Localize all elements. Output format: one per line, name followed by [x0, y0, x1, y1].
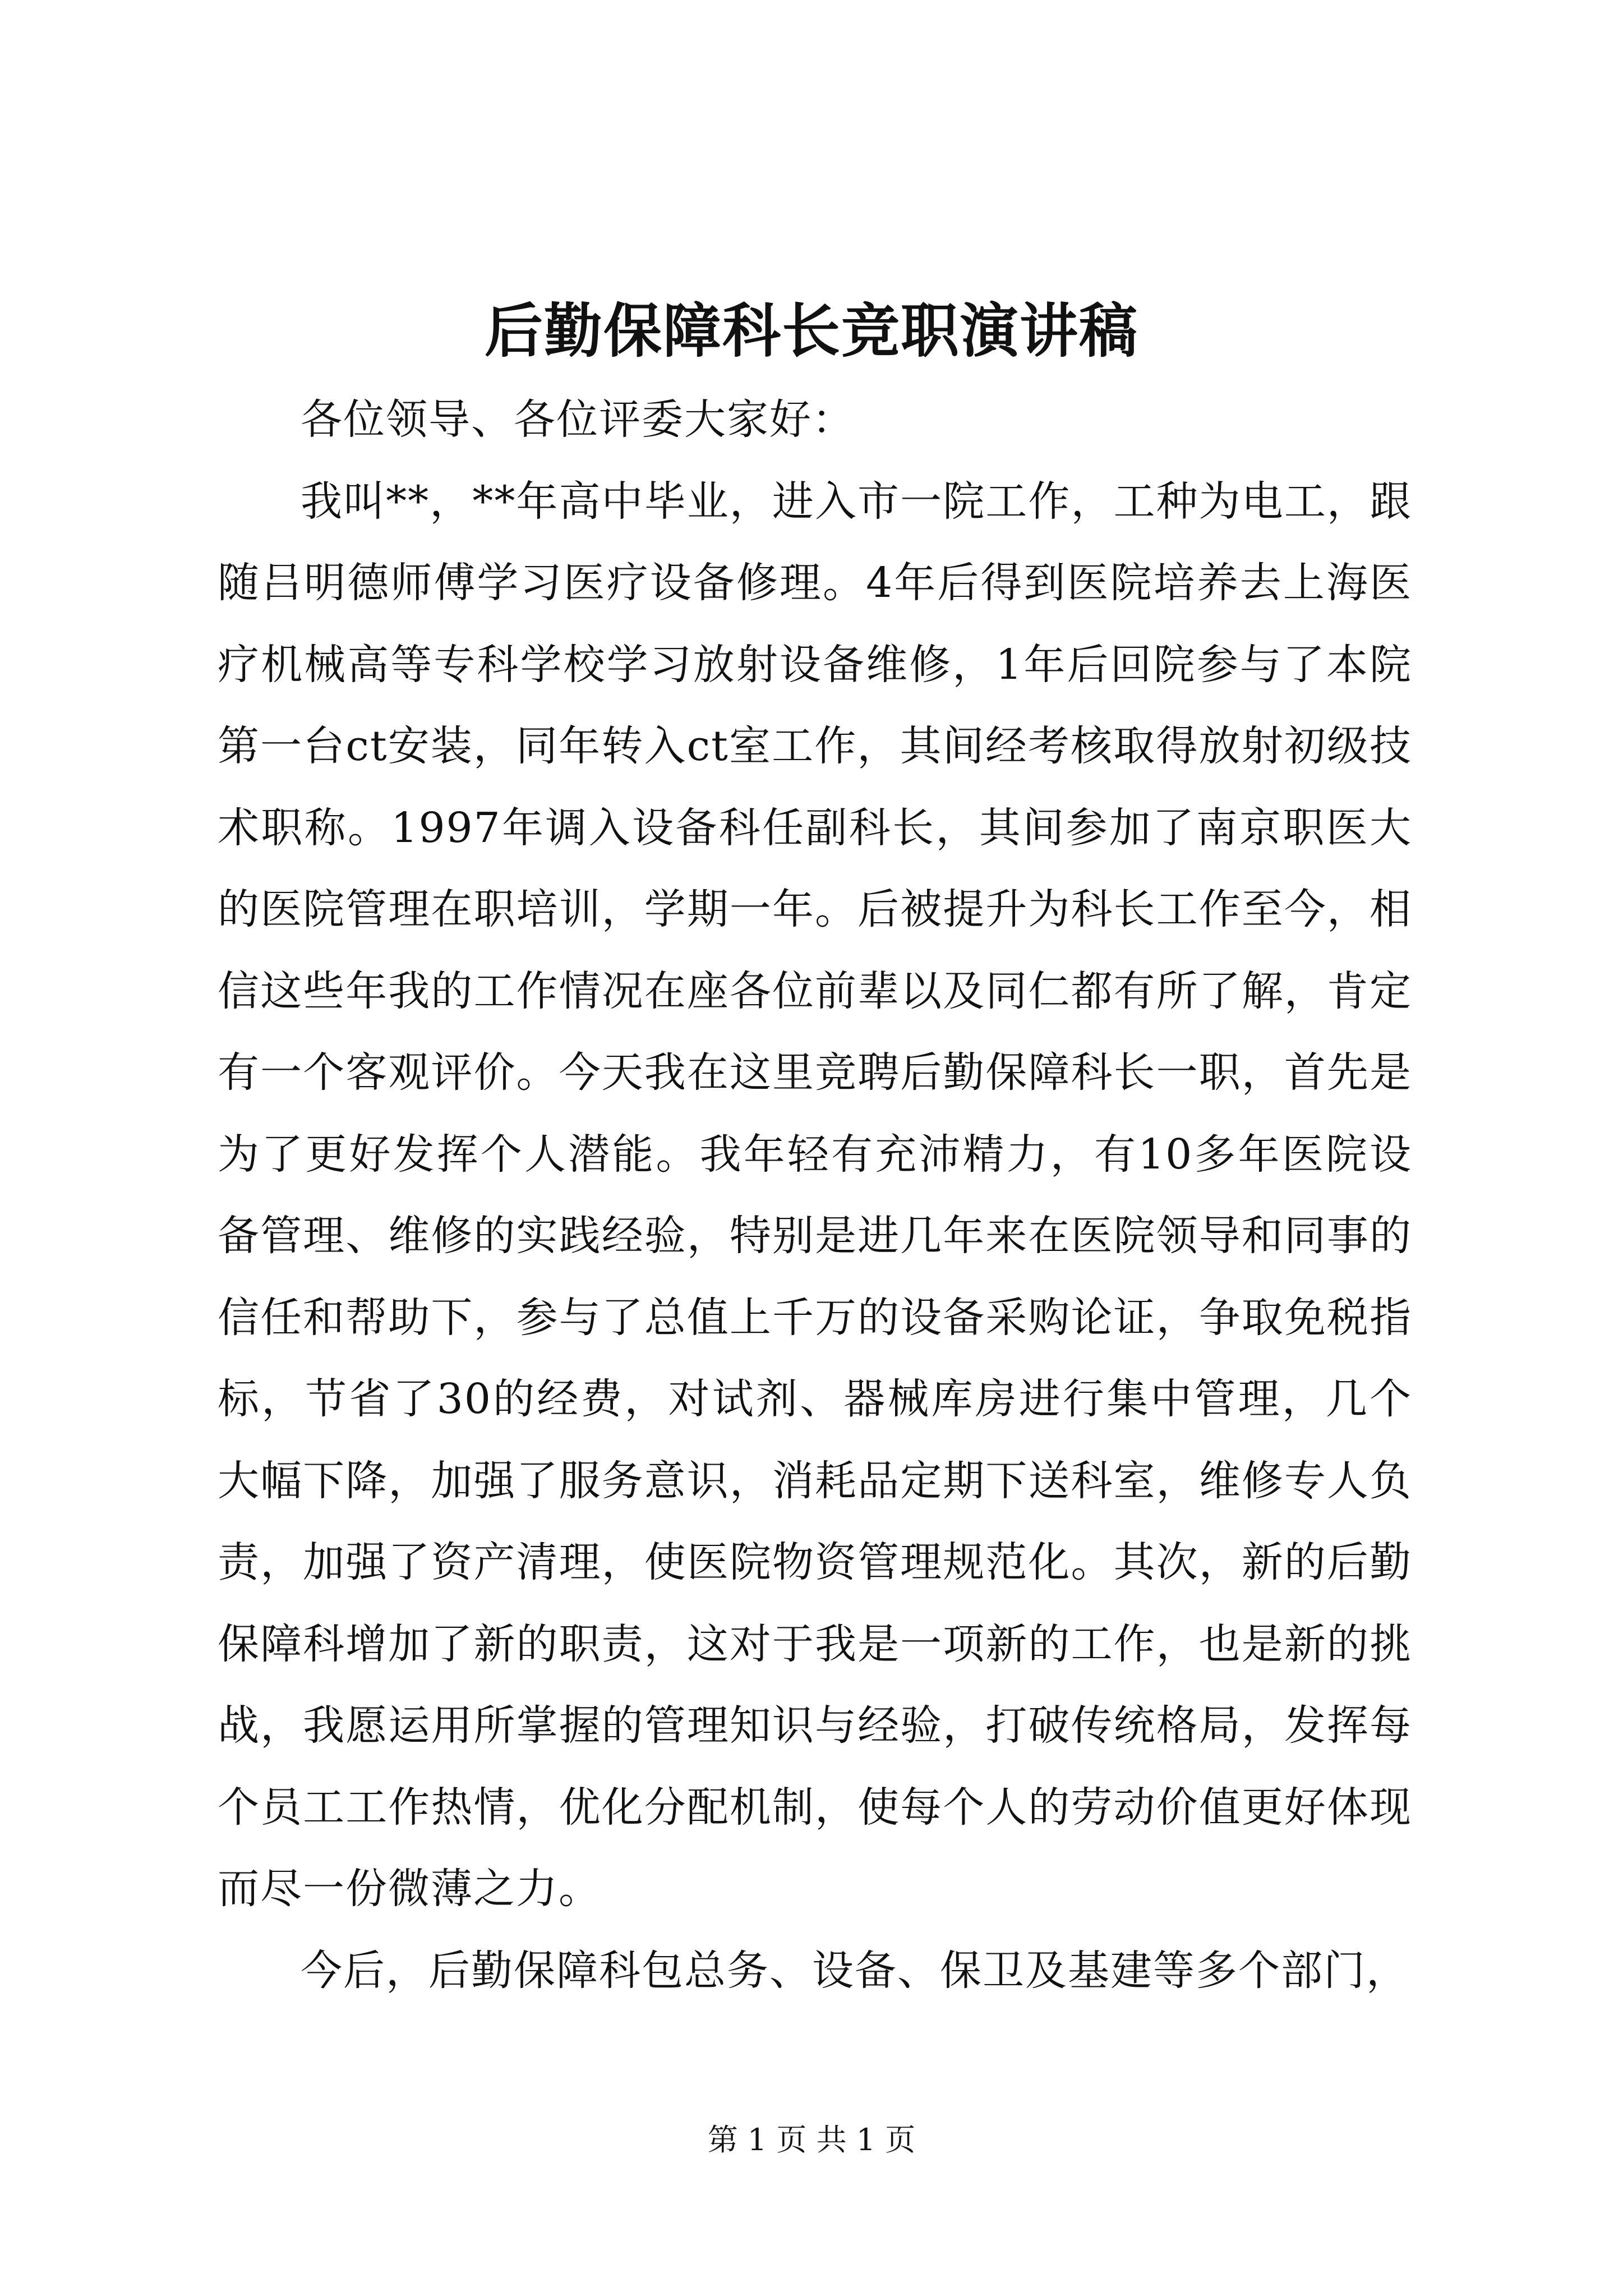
body-paragraph: 今后，后勤保障科包总务、设备、保卫及基建等多个部门，	[301, 1946, 1409, 1995]
greeting-paragraph: 各位领导、各位评委大家好：	[301, 395, 855, 444]
body-paragraph: 我叫**，**年高中毕业，进入市一院工作，工种为电工，跟随吕明德师傅学习医疗设备修理。4年后得到医院培养去上海医疗机械高等专科学校学习放射设备维修，1年后回院参与了本院第一台ct安装，同年转入ct室工作，其间经考核取得放射初级技术职称。1997年调入设备科任副科长，其间参加了南京职医大的医院管理在职培训，学期一年。后被提升为科长工作至今，相信这些年我的工作情况在座各位前辈以及同仁都有所了解，肯定有一个客观评价。今天我在这里竞聘后勤保障科长一职，首先是为了更好发挥个人潜能。我年轻有充沛精力，有10多年医院设备管理、维修的实践经验，特别是进几年来在医院领导和同事的信任和帮助下，参与了总值上千万的设备采购论证，争取免税指标，节省了30的经费，对试剂、器械库房进行集中管理，几个大幅下降，加强了服务意识，消耗品定期下送科室，维修专人负责，加强了资产清理，使医院物资管理规范化。其次，新的后勤保障科增加了新的职责，这对于我是一项新的工作，也是新的挑战，我愿运用所掌握的管理知识与经验，打破传统格局，发挥每个员工工作热情，优化分配机制，使每个人的劳动价值更好体现而尽一份微薄之力。	[218, 477, 1412, 1913]
document-body	[218, 379, 1412, 2012]
page-footer: 第 1 页 共 1 页	[707, 2122, 916, 2157]
document-title: 后勤保障科长竞职演讲稿	[484, 296, 1138, 365]
